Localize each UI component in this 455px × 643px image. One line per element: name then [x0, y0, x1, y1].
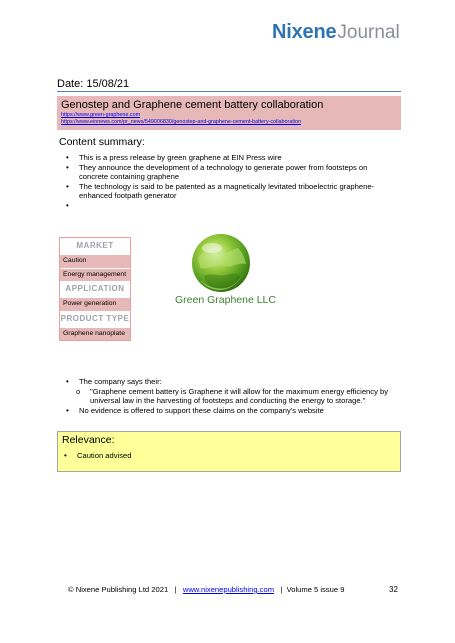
company-logo-text: Green Graphene LLC	[175, 294, 276, 306]
footer-separator: |	[280, 585, 283, 594]
application-tag: Power generation	[60, 297, 130, 311]
article-link-company[interactable]: https://www.green-graphene.com	[61, 112, 141, 118]
classification-table	[59, 237, 131, 341]
brand-nixene: Nixene	[272, 21, 337, 43]
list-item	[64, 201, 394, 211]
footer-separator: |	[174, 585, 177, 594]
market-tag: Energy management	[60, 268, 130, 282]
market-tag: Caution	[60, 254, 130, 268]
list-item: • This is a press release by green graphene at EIN Press wire	[64, 153, 394, 163]
product-type-header: PRODUCT TYPE	[60, 313, 130, 323]
quote-item	[76, 387, 394, 406]
quote-text: "Graphene cement battery is Graphene it will allow for the maximum energy efficiency by universal law in the harvesting of footsteps and conducting the energy to storage."	[90, 386, 389, 406]
footer-copyright: © Nixene Publishing Ltd 2021	[68, 585, 169, 594]
list-item: • No evidence is offered to support these claims on the company's website	[64, 406, 394, 416]
footer-website-link[interactable]: www.nixenepublishing.com	[182, 585, 275, 594]
article-title-box	[57, 96, 401, 130]
article-link-source[interactable]: https://www.einnews.com/pr_news/549006830/genostep-and-graphene-cement-battery-collaboration	[61, 119, 302, 125]
summary-list	[64, 153, 394, 211]
list-item: • Caution advised	[62, 451, 396, 461]
application-header: APPLICATION	[65, 284, 125, 294]
relevance-list	[62, 451, 396, 461]
page-footer	[68, 585, 344, 594]
list-item: • They announce the development of a technology to generate power from footsteps on concrete containing graphene	[64, 163, 394, 182]
product-type-tag: Graphene nanoplate	[60, 327, 130, 341]
page-number: 32	[389, 585, 398, 594]
list-item: • The company says their:	[64, 377, 394, 387]
list-item: • The technology is said to be patented as a magnetically levitated triboelectric graphene-enhanced footpath generator	[64, 182, 394, 201]
article-date: Date: 15/08/21	[57, 78, 130, 90]
footer-volume: Volume 5 issue 9	[286, 585, 345, 594]
brand-journal: Journal	[337, 22, 400, 43]
quote-marker: o	[76, 386, 81, 396]
content-summary-heading: Content summary:	[59, 136, 145, 148]
date-divider	[57, 91, 401, 92]
relevance-heading: Relevance:	[62, 434, 115, 446]
journal-brand	[272, 22, 400, 42]
relevance-box	[57, 431, 401, 472]
claims-list	[64, 377, 394, 415]
market-header: MARKET	[76, 241, 114, 250]
article-title: Genostep and Graphene cement battery collaboration	[61, 99, 324, 111]
green-globe-icon	[190, 232, 252, 294]
